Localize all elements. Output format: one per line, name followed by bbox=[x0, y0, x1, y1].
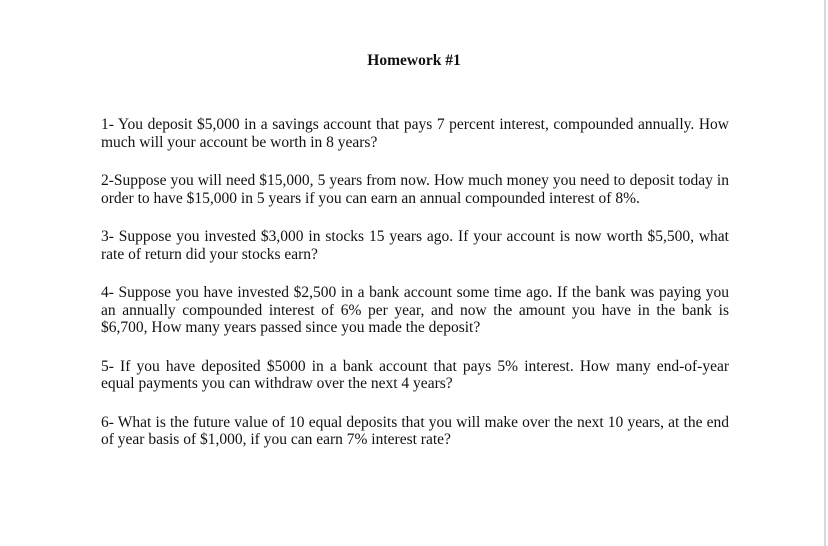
document-title: Homework #1 bbox=[367, 52, 461, 69]
question-1: 1- You deposit $5,000 in a savings account that pays 7 percent interest, compounded annually. How much will your account be worth in 8 years? bbox=[101, 116, 729, 151]
question-5: 5- If you have deposited $5000 in a bank account that pays 5% interest. How many end-of-year equal payments you can withdraw over the next 4 years? bbox=[101, 357, 729, 392]
question-2: 2-Suppose you will need $15,000, 5 years from now. How much money you need to deposit today in order to have $15,000 in 5 years if you can earn an annual compounded interest of 8%. bbox=[101, 172, 729, 207]
question-4: 4- Suppose you have invested $2,500 in a bank account some time ago. If the bank was paying you an annually compounded interest of 6% per year, and now the amount you have in the bank is $6,700, How many years passed since you made the deposit? bbox=[101, 284, 729, 336]
question-list bbox=[101, 116, 729, 470]
question-3: 3- Suppose you invested $3,000 in stocks 15 years ago. If your account is now worth $5,500, what rate of return did your stocks earn? bbox=[101, 228, 729, 263]
question-6: 6- What is the future value of 10 equal deposits that you will make over the next 10 years, at the end of year basis of $1,000, if you can earn 7% interest rate? bbox=[101, 413, 729, 448]
